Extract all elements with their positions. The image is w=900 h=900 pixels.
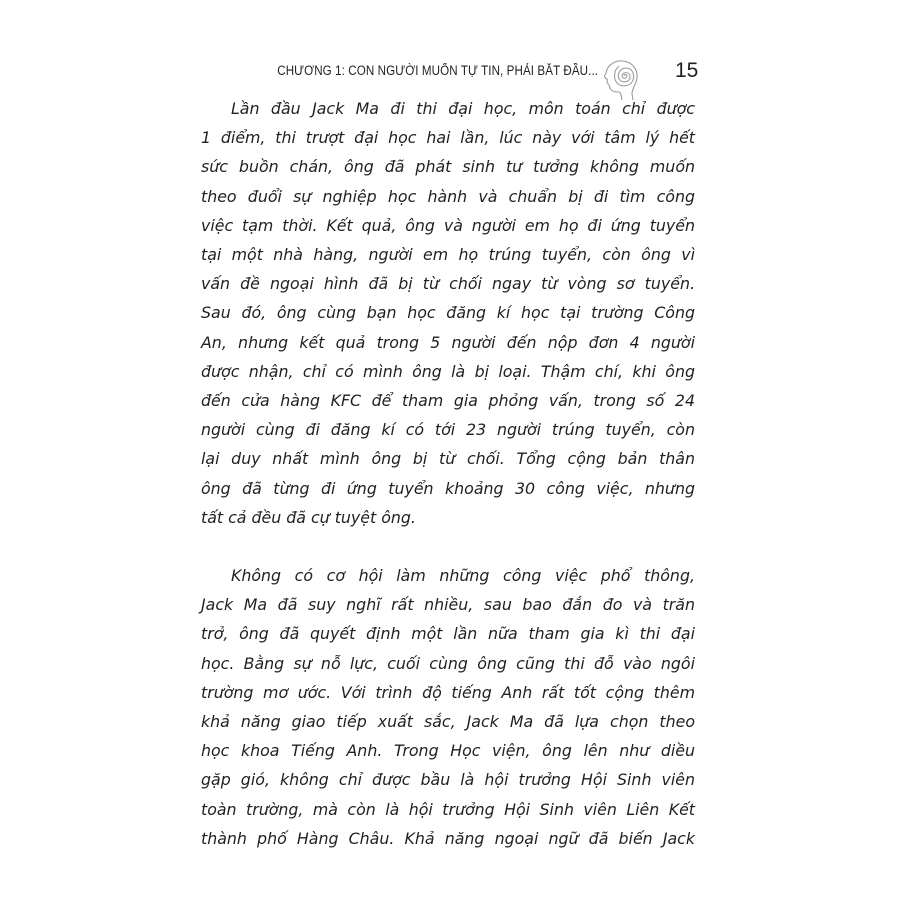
text-line: tại một nhà hàng, người em họ trúng tuyển, còn ông vì bbox=[201, 245, 695, 265]
text-line: Jack Ma đã suy nghĩ rất nhiều, sau bao đắn đo và trăn bbox=[201, 595, 695, 615]
text-line: việc tạm thời. Kết quả, ông và người em họ đi ứng tuyển bbox=[201, 215, 695, 235]
text-line: theo đuổi sự nghiệp học hành và chuẩn bị đi tìm công bbox=[201, 186, 695, 206]
text-line: trường mơ ước. Với trình độ tiếng Anh rất tốt cộng thêm bbox=[201, 682, 695, 702]
text-line: đến cửa hàng KFC để tham gia phỏng vấn, trong số 24 bbox=[201, 391, 695, 411]
text-line: gặp gió, không chỉ được bầu là hội trưởng Hội Sinh viên bbox=[201, 770, 695, 790]
text-line: Sau đó, ông cùng bạn học đăng kí học tại trường Công bbox=[201, 303, 695, 323]
text-line: được nhận, chỉ có mình ông là bị loại. Thậm chí, khi ông bbox=[201, 361, 695, 381]
chapter-title: CHƯƠNG 1: CON NGƯỜI MUỐN TỰ TIN, PHẢI BẮT ĐẦU... bbox=[277, 63, 598, 78]
text-line: ông đã từng đi ứng tuyển khoảng 30 công việc, nhưng bbox=[201, 478, 695, 498]
paragraph-2 bbox=[201, 561, 695, 853]
text-line: học khoa Tiếng Anh. Trong Học viện, ông lên như diều bbox=[201, 741, 695, 761]
text-line: lại duy nhất mình ông bị từ chối. Tổng cộng bản thân bbox=[201, 449, 695, 469]
body-text bbox=[201, 94, 695, 853]
text-line: 1 điểm, thi trượt đại học hai lần, lúc này với tâm lý hết bbox=[201, 128, 695, 148]
text-line: thành phố Hàng Châu. Khả năng ngoại ngữ đã biến Jack bbox=[201, 828, 695, 848]
text-line: sức buồn chán, ông đã phát sinh tư tưởng không muốn bbox=[201, 157, 695, 177]
page-number: 15 bbox=[675, 59, 699, 82]
text-line: tất cả đều đã cự tuyệt ông. bbox=[201, 507, 416, 527]
text-line: trở, ông đã quyết định một lần nữa tham gia kì thi đại bbox=[201, 624, 695, 644]
text-line: toàn trường, mà còn là hội trưởng Hội Sinh viên Liên Kết bbox=[201, 799, 695, 819]
text-line: người cùng đi đăng kí có tới 23 người trúng tuyển, còn bbox=[201, 420, 695, 440]
text-line: Không có cơ hội làm những công việc phổ thông, bbox=[231, 566, 695, 586]
text-line: An, nhưng kết quả trong 5 người đến nộp đơn 4 người bbox=[201, 332, 695, 352]
paragraph-1 bbox=[201, 94, 695, 532]
text-line: vấn đề ngoại hình đã bị từ chối ngay từ vòng sơ tuyển. bbox=[201, 274, 695, 294]
text-line: học. Bằng sự nỗ lực, cuối cùng ông cũng thi đỗ vào ngôi bbox=[201, 653, 695, 673]
text-line: khả năng giao tiếp xuất sắc, Jack Ma đã lựa chọn theo bbox=[201, 712, 695, 732]
text-line: Lần đầu Jack Ma đi thi đại học, môn toán chỉ được bbox=[231, 99, 695, 118]
running-header bbox=[0, 58, 900, 88]
